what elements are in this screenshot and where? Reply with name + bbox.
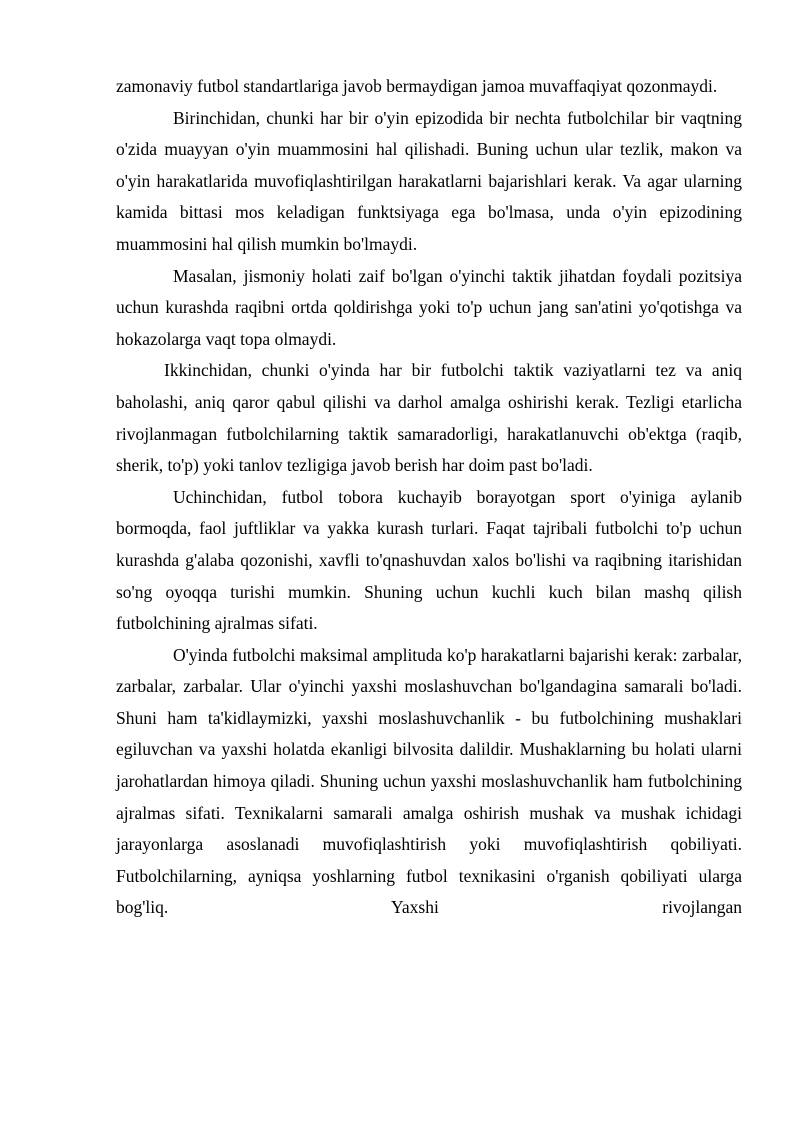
paragraph-uchinchidan: Uchinchidan, futbol tobora kuchayib borayotgan sport o'yiniga aylanib bormoqda, faol juftliklar va yakka kurash turlari. Faqat tajribali futbolchi to'p uchun kurashda g'alaba qozonishi, xavfli to'qnashuvdan xalos bo'lishi va raqibning itarishidan so'ng oyoqqa turishi mumkin. Shuning uchun kuchli kuch bilan mashq qilish futbolchining ajralmas sifati. [116,486,742,634]
paragraph-oyinda: O'yinda futbolchi maksimal amplituda ko'p harakatlarni bajarishi kerak: zarbalar, zarbalar, zarbalar. Ular o'yinchi yaxshi moslashuvchan bo'lgandagina samarali bo'ladi. Shuni ham ta'kidlaymizki, yaxshi moslashuvchanlik - bu futbolchining mushaklari egiluvchan va yaxshi holatda ekanligi bilvosita dalildir. Mushaklarning bu holati ularni jarohatlardan himoya qiladi. Shuning uchun yaxshi moslashuvchanlik ham futbolchining ajralmas sifati. Texnikalarni samarali amalga oshirish mushak va mushak ichidagi jarayonlarga asoslanadi muvofiqlashtirish yoki muvofiqlashtirish qobiliyati. Futbolchilarning, ayniqsa yoshlarning futbol texnikasini o'rganish qobiliyati ularga bog'liq. Yaxshi rivojlangan [116,644,742,918]
paragraph-ikkinchidan: Ikkinchidan, chunki o'yinda har bir futbolchi taktik vaziyatlarni tez va aniq baholashi, aniq qaror qabul qilishi va darhol amalga oshirishi kerak. Tezligi etarlicha rivojlanmagan futbolchilarning taktik samaradorligi, harakatlanuvchi ob'ektga (raqib, sherik, to'p) yoki tanlov tezligiga javob berish har doim past bo'ladi. [116,360,742,476]
paragraph-masalan: Masalan, jismoniy holati zaif bo'lgan o'yinchi taktik jihatdan foydali pozitsiya uchun kurashda raqibni ortda qoldirishga yoki to'p uchun jang san'atini yo'qotishga va hokazolarga vaqt topa olmaydi. [116,265,742,349]
paragraph-continuation: zamonaviy futbol standartlariga javob bermaydigan jamoa muvaffaqiyat qozonmaydi. [116,76,718,96]
paragraph-birinchidan: Birinchidan, chunki har bir o'yin epizodida bir nechta futbolchilar bir vaqtning o'zida muayyan o'yin muammosini hal qilishadi. Buning uchun ular tezlik, makon va o'yin harakatlarida muvofiqlashtirilgan harakatlarni bajarishlari kerak. Va agar ularning kamida bittasi mos keladigan funktsiyaga ega bo'lmasa, unda o'yin epizodining muammosini hal qilish mumkin bo'lmaydi. [116,107,742,254]
document-body [116,71,742,924]
